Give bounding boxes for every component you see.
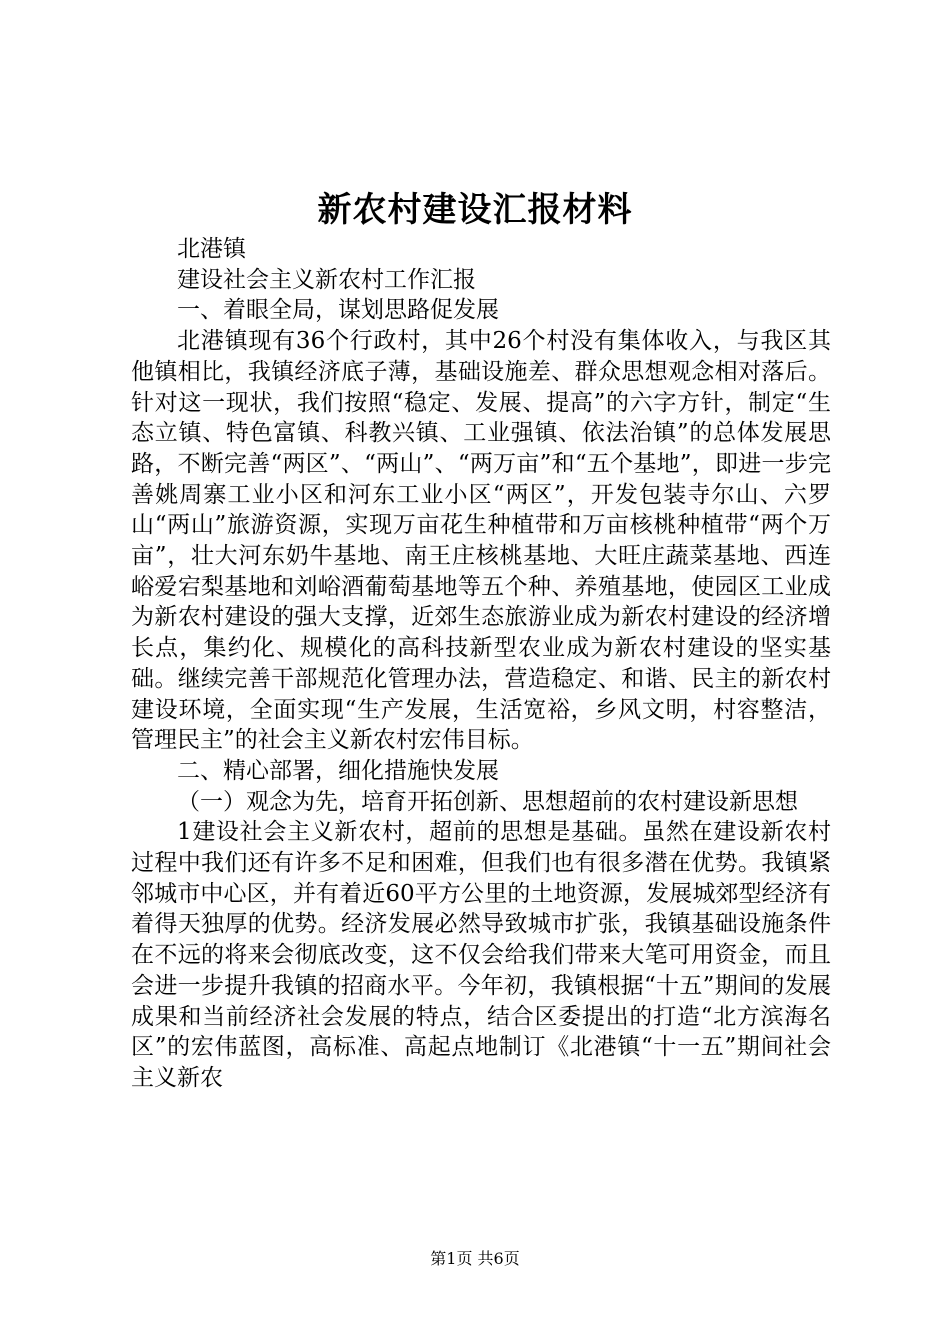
page-footer: 第1页 共6页 — [430, 1249, 520, 1268]
section-heading-1: 一、着眼全局，谋划思路促发展 — [177, 297, 499, 324]
document-body — [131, 234, 831, 1094]
paragraph-town-name: 北港镇 — [177, 236, 246, 262]
paragraph-report-subtitle: 建设社会主义新农村工作汇报 — [177, 266, 476, 293]
document-title: 新农村建设汇报材料 — [317, 190, 633, 230]
section-heading-2: 二、精心部署，细化措施快发展 — [177, 757, 499, 784]
paragraph-body-1: 北港镇现有36个行政村，其中26个村没有集体收入，与我区其他镇相比，我镇经济底子薄，基础设施差、群众思想观念相对落后。针对这一现状，我们按照“稳定、发展、提高”的六字方针，制定“生态立镇、特色富镇、科教兴镇、工业强镇、依法治镇”的总体发展思路，不断完善“两区”、“两山”、“两万亩”和“五个基地”，即进一步完善姚周寨工业小区和河东工业小区“两区”，开发包装寺尔山、六罗山“两山”旅游资源，实现万亩花生种植带和万亩核桃种植带“两个万亩”，壮大河东奶牛基地、南王庄核桃基地、大旺庄蔬菜基地、西连峪爱宕梨基地和刘峪酒葡萄基地等五个种、养殖基地，使园区工业成为新农村建设的强大支撑，近郊生态旅游业成为新农村建设的经济增长点，集约化、规模化的高科技新型农业成为新农村建设的坚实基础。继续完善干部规范化管理办法，营造稳定、和谐、民主的新农村建设环境，全面实现“生产发展，生活宽裕，乡风文明，村容整洁，管理民主”的社会主义新农村宏伟目标。 — [131, 328, 831, 754]
subsection-heading-1: （一）观念为先，培育开拓创新、思想超前的农村建设新思想 — [177, 788, 798, 815]
paragraph-body-2: 1建设社会主义新农村，超前的思想是基础。虽然在建设新农村过程中我们还有许多不足和困难，但我们也有很多潜在优势。我镇紧邻城市中心区，并有着近60平方公里的土地资源，发展城郊型经济有着得天独厚的优势。经济发展必然导致城市扩张，我镇基础设施条件在不远的将来会彻底改变，这不仅会给我们带来大笔可用资金，而且会进一步提升我镇的招商水平。今年初，我镇根据“十五”期间的发展成果和当前经济社会发展的特点，结合区委提出的打造“北方滨海名区”的宏伟蓝图，高标准、高起点地制订《北港镇“十一五”期间社会主义新农 — [131, 819, 831, 1091]
